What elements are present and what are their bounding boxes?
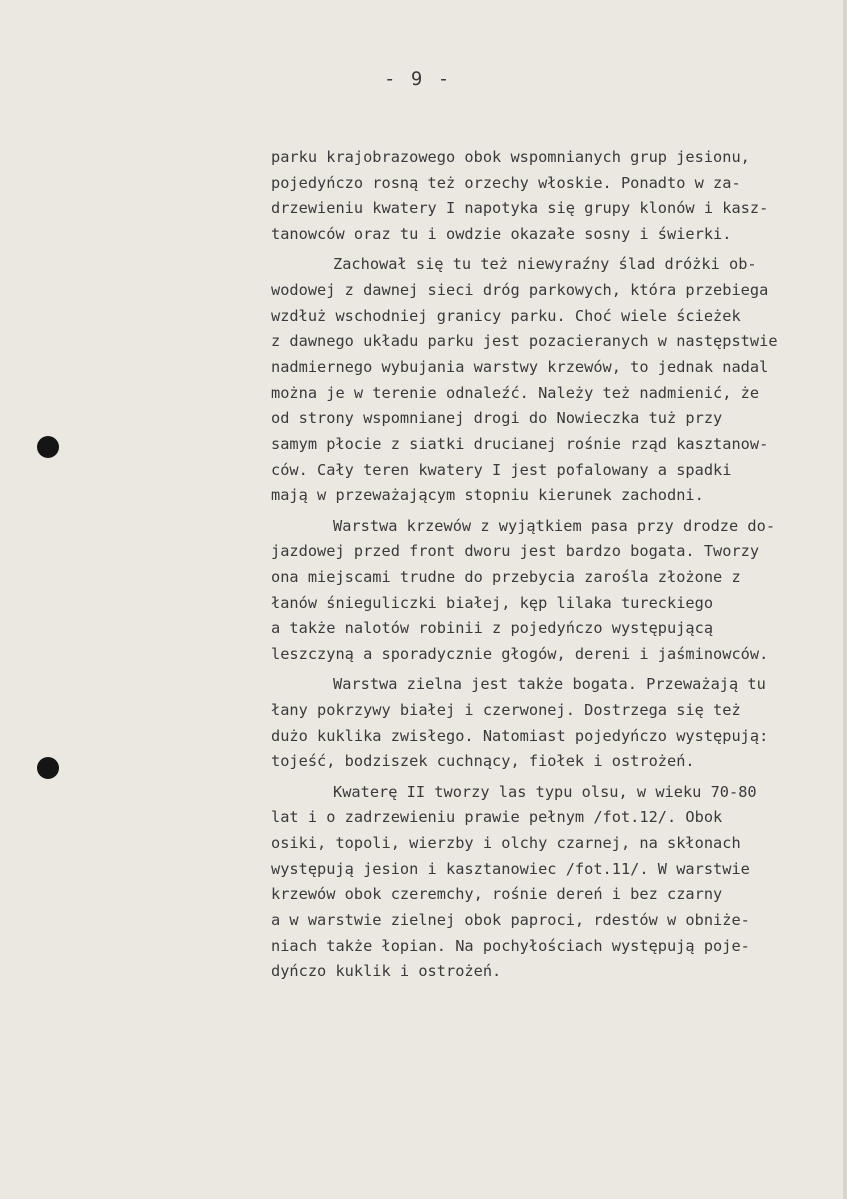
text-line: łanów śnieguliczki białej, kęp lilaka tureckiego	[271, 593, 714, 612]
text-line: dyńczo kuklik i ostrożeń.	[271, 962, 502, 981]
text-line: Warstwa krzewów z wyjątkiem pasa przy drodze do-	[333, 516, 776, 535]
page-edge	[843, 0, 847, 1199]
text-line: leszczyną a sporadycznie głogów, dereni i jaśminowców.	[271, 645, 769, 664]
text-line: występują jesion i kasztanowiec /fot.11/. W warstwie	[271, 859, 750, 878]
text-line: dużo kuklika zwisłego. Natomiast pojedyńczo występują:	[271, 726, 769, 745]
text-line: tanowców oraz tu i owdzie okazałe sosny i świerki.	[271, 225, 732, 244]
text-line: pojedyńczo rosną też orzechy włoskie. Ponadto w za-	[271, 173, 741, 192]
text-line: łany pokrzywy białej i czerwonej. Dostrzega się też	[271, 700, 741, 719]
text-line: nadmiernego wybujania warstwy krzewów, to jednak nadal	[271, 358, 769, 376]
punch-hole-top	[37, 436, 59, 458]
text-line: samym płocie z siatki drucianej rośnie rząd kasztanow-	[271, 435, 769, 454]
page-number: - 9 -	[384, 68, 452, 90]
text-line: jazdowej przed front dworu jest bardzo bogata. Tworzy	[271, 542, 760, 561]
text-line: wodowej z dawnej sieci dróg parkowych, która przebiega	[271, 280, 769, 299]
punch-hole-bottom	[37, 757, 59, 779]
text-line: niach także łopian. Na pochyłościach występują poje-	[271, 936, 750, 955]
text-line: ców. Cały teren kwatery I jest pofalowany a spadki	[271, 460, 732, 479]
text-line: parku krajobrazowego obok wspomnianych grup jesionu,	[271, 148, 750, 166]
body-text	[271, 145, 843, 985]
text-line: Zachował się tu też niewyraźny ślad dróżki ob-	[333, 255, 757, 274]
text-line: wzdłuż wschodniej granicy parku. Choć wiele ścieżek	[271, 306, 741, 325]
text-line: lat i o zadrzewieniu prawie pełnym /fot.12/. Obok	[271, 808, 723, 827]
text-line: można je w terenie odnaleźć. Należy też nadmienić, że	[271, 383, 760, 402]
text-line: ona miejscami trudne do przebycia zarośla złożone z	[271, 568, 741, 586]
text-line: od strony wspomnianej drogi do Nowieczka tuż przy	[271, 409, 723, 428]
text-line: drzewieniu kwatery I napotyka się grupy klonów i kasz-	[271, 199, 769, 218]
text-line: Kwaterę II tworzy las typu olsu, w wieku 70-80	[333, 782, 757, 801]
text-line: krzewów obok czeremchy, rośnie dereń i bez czarny	[271, 885, 723, 904]
text-line: tojeść, bodziszek cuchnący, fiołek i ostrożeń.	[271, 752, 695, 771]
text-line: z dawnego układu parku jest pozacieranych w następstwie	[271, 332, 778, 351]
text-line: a w warstwie zielnej obok paproci, rdestów w obniże-	[271, 910, 750, 929]
text-line: mają w przeważającym stopniu kierunek zachodni.	[271, 486, 704, 505]
text-line: osiki, topoli, wierzby i olchy czarnej, na skłonach	[271, 833, 741, 852]
text-line: Warstwa zielna jest także bogata. Przeważają tu	[333, 675, 766, 694]
text-line: a także nalotów robinii z pojedyńczo występującą	[271, 619, 714, 638]
